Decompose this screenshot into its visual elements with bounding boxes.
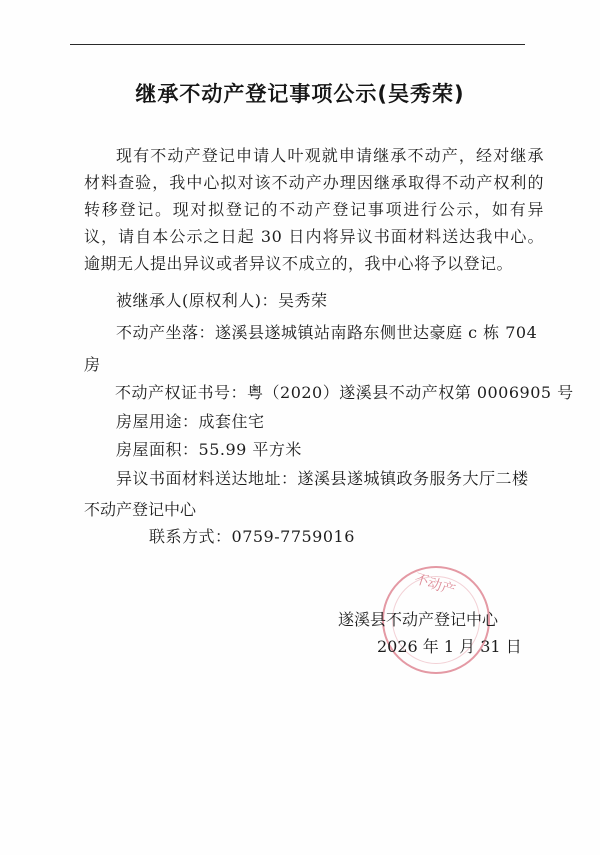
contact-label: 联系方式： <box>149 527 232 546</box>
area-value: 55.99 平方米 <box>198 440 302 459</box>
certificate-line <box>115 380 574 403</box>
heir-value: 吴秀荣 <box>278 291 328 310</box>
certificate-label: 不动产权证书号： <box>115 383 248 402</box>
location-value: 遂溪县遂城镇站南路东侧世达豪庭 c 栋 704 <box>215 323 538 342</box>
location-continuation: 房 <box>84 355 101 374</box>
document-title: 继承不动产登记事项公示(吴秀荣) <box>135 82 465 106</box>
location-label: 不动产坐落： <box>116 323 216 342</box>
usage-line <box>116 409 265 432</box>
location-line <box>116 320 537 343</box>
notice-body: 现有不动产登记申请人叶观就申请继承不动产，经对继承材料查验，我中心拟对该不动产办理因继承取得不动产权利的转移登记。现对拟登记的不动产登记事项进行公示，如有异议，请自本公示之日起 30 日内将异议书面材料送达我中心。逾期无人提出异议或者异议不成立的，我中心将予以登记。 <box>84 146 544 273</box>
address-value: 遂溪县遂城镇政务服务大厅二楼 <box>297 469 529 488</box>
issuing-organization: 遂溪县不动产登记中心 <box>338 610 499 629</box>
usage-value: 成套住宅 <box>198 412 265 431</box>
official-seal-text: 不动产 <box>412 570 458 600</box>
contact-value: 0759-7759016 <box>231 527 355 546</box>
contact-line <box>149 524 355 547</box>
area-line <box>116 437 302 460</box>
area-label: 房屋面积： <box>116 440 199 459</box>
address-line <box>116 466 529 489</box>
address-label: 异议书面材料送达地址： <box>116 469 298 488</box>
address-continuation: 不动产登记中心 <box>84 500 197 519</box>
usage-label: 房屋用途： <box>116 412 199 431</box>
header-rule <box>70 44 525 45</box>
issue-date: 2026 年 1 月 31 日 <box>377 637 522 656</box>
heir-label: 被继承人(原权利人)： <box>116 291 278 310</box>
heir-line <box>116 288 328 311</box>
certificate-value: 粤（2020）遂溪县不动产权第 0006905 号 <box>247 383 574 402</box>
